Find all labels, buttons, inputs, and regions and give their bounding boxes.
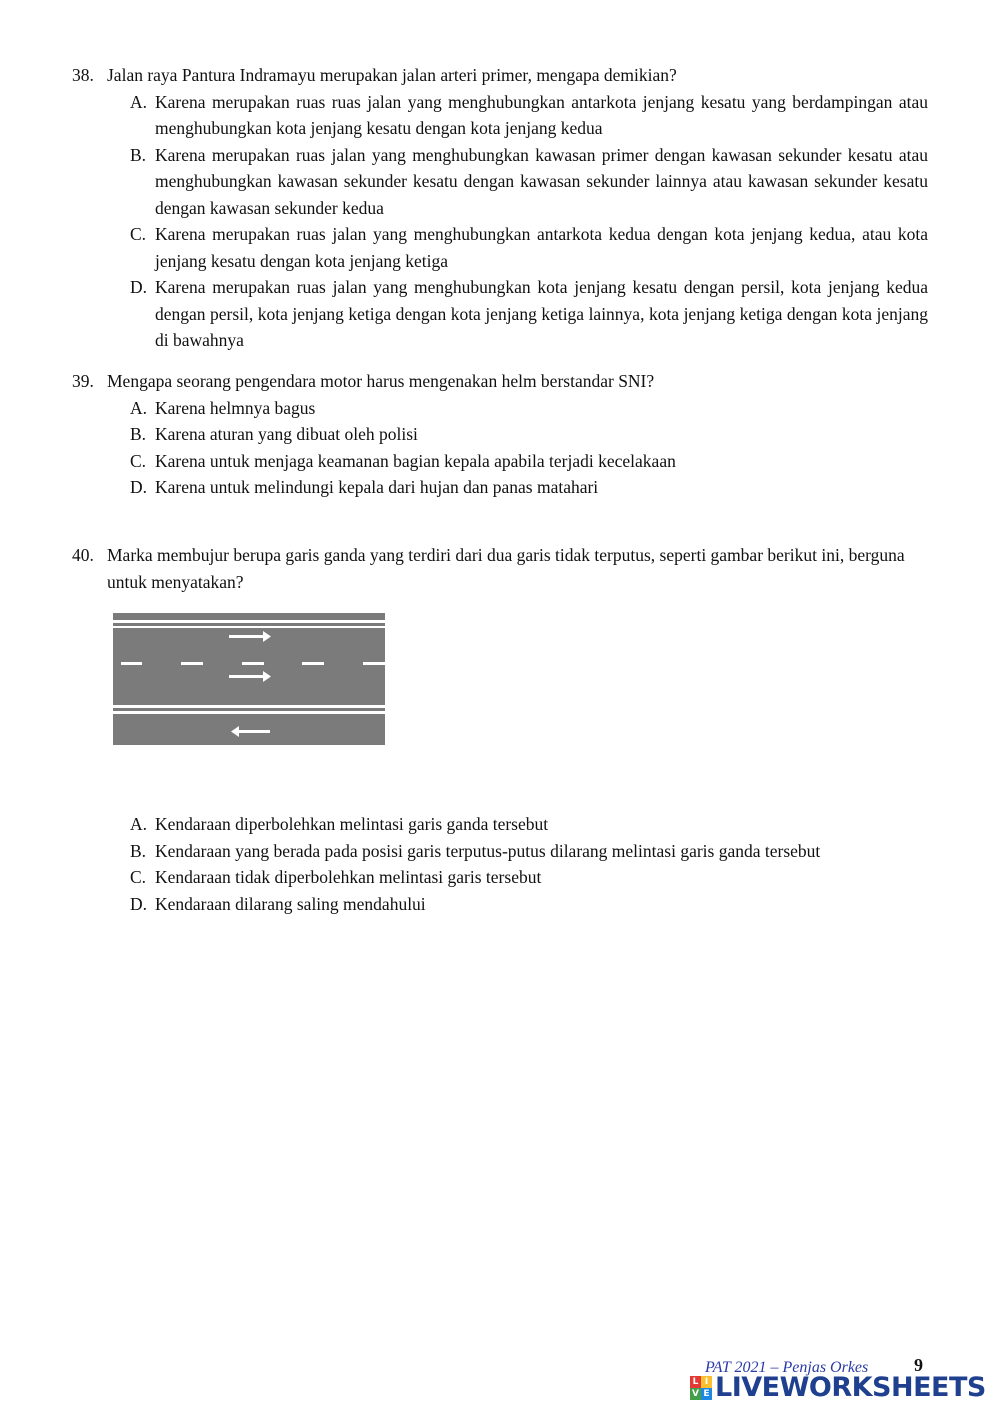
option-text: Kendaraan diperbolehkan melintasi garis ganda tersebut (155, 814, 549, 834)
option-text: Karena merupakan ruas jalan yang menghubungkan kota jenjang kesatu dengan persil, kota jenjang kedua dengan persil, kota jenjang ketiga dengan kota jenjang ketiga lainnya, kota jenjang ketiga dengan kota jenjang di bawahnya (155, 277, 928, 350)
option-c[interactable] (130, 221, 928, 274)
footer-title: PAT 2021 – Penjas Orkes (705, 1359, 869, 1376)
question-text: Mengapa seorang pengendara motor harus mengenakan helm berstandar SNI? (107, 371, 655, 391)
question-text: Marka membujur berupa garis ganda yang terdiri dari dua garis tidak terputus, seperti gambar berikut ini, berguna untuk menyatakan? (107, 545, 905, 592)
option-d[interactable] (130, 274, 928, 354)
option-letter: A. (130, 397, 148, 418)
option-b[interactable] (130, 421, 928, 448)
option-text: Karena merupakan ruas jalan yang menghubungkan kawasan primer dengan kawasan sekunder kesatu atau menghubungkan kawasan sekunder kesatu dengan kawasan sekunder lainnya atau kawasan sekunder kesatu dengan kawasan sekunder kedua (155, 144, 928, 218)
question-number: 39. (72, 371, 94, 391)
option-text: Kendaraan yang berada pada posisi garis terputus-putus dilarang melintasi garis ganda tersebut (155, 840, 821, 861)
option-letter: A. (130, 91, 148, 112)
option-d[interactable] (130, 474, 928, 501)
option-c[interactable] (130, 864, 928, 891)
option-text: Karena merupakan ruas ruas jalan yang menghubungkan antarkota jenjang kesatu yang berdampingan atau menghubungkan kota jenjang kesatu dengan kota jenjang kedua (155, 91, 928, 138)
question-39 (72, 368, 928, 501)
option-c[interactable] (130, 448, 928, 475)
question-text: Jalan raya Pantura Indramayu merupakan jalan arteri primer, mengapa demikian? (107, 65, 677, 85)
option-letter: B. (130, 424, 147, 444)
page-number: 9 (914, 1355, 923, 1375)
double-solid-line (113, 711, 385, 714)
option-list (72, 811, 928, 917)
logo-letter: E (701, 1388, 712, 1400)
option-list (72, 89, 928, 354)
option-a[interactable] (130, 89, 928, 142)
option-letter: D. (130, 893, 148, 914)
option-text: Karena aturan yang dibuat oleh polisi (155, 424, 418, 444)
liveworksheets-watermark (690, 1372, 986, 1404)
question-number: 38. (72, 65, 94, 85)
question-number: 40. (72, 545, 94, 565)
logo-letter: I (701, 1376, 712, 1388)
option-text: Kendaraan tidak diperbolehkan melintasi garis tersebut (155, 867, 542, 887)
watermark-text: LIVEWORKSHEETS (715, 1372, 986, 1403)
option-text: Karena helmnya bagus (155, 397, 316, 418)
option-b[interactable] (130, 142, 928, 222)
option-letter: B. (130, 840, 147, 861)
option-d[interactable] (130, 891, 928, 918)
logo-letter: V (690, 1388, 701, 1400)
double-solid-line (113, 705, 385, 708)
option-letter: B. (130, 144, 147, 165)
logo-letter: L (690, 1376, 701, 1388)
option-letter: C. (130, 450, 147, 471)
option-letter: A. (130, 814, 148, 834)
option-letter: D. (130, 277, 148, 297)
road-surface (113, 613, 385, 745)
option-letter: C. (130, 867, 147, 887)
option-letter: D. (130, 477, 148, 497)
road-marking-image (113, 613, 385, 745)
option-text: Karena untuk melindungi kepala dari hujan dan panas matahari (155, 477, 599, 497)
option-letter: C. (130, 224, 147, 244)
option-b[interactable] (130, 838, 928, 865)
question-38 (72, 62, 928, 354)
liveworksheets-logo-icon (690, 1376, 712, 1400)
top-double-line (113, 620, 385, 623)
option-list (72, 395, 928, 501)
option-a[interactable] (130, 811, 928, 838)
option-text: Karena merupakan ruas jalan yang menghubungkan antarkota kedua dengan kota jenjang kedua, atau kota jenjang kesatu dengan kota jenjang ketiga (155, 224, 928, 271)
option-a[interactable] (130, 395, 928, 422)
option-text: Karena untuk menjaga keamanan bagian kepala apabila terjadi kecelakaan (155, 450, 676, 471)
top-double-line (113, 626, 385, 628)
option-text: Kendaraan dilarang saling mendahului (155, 893, 426, 914)
